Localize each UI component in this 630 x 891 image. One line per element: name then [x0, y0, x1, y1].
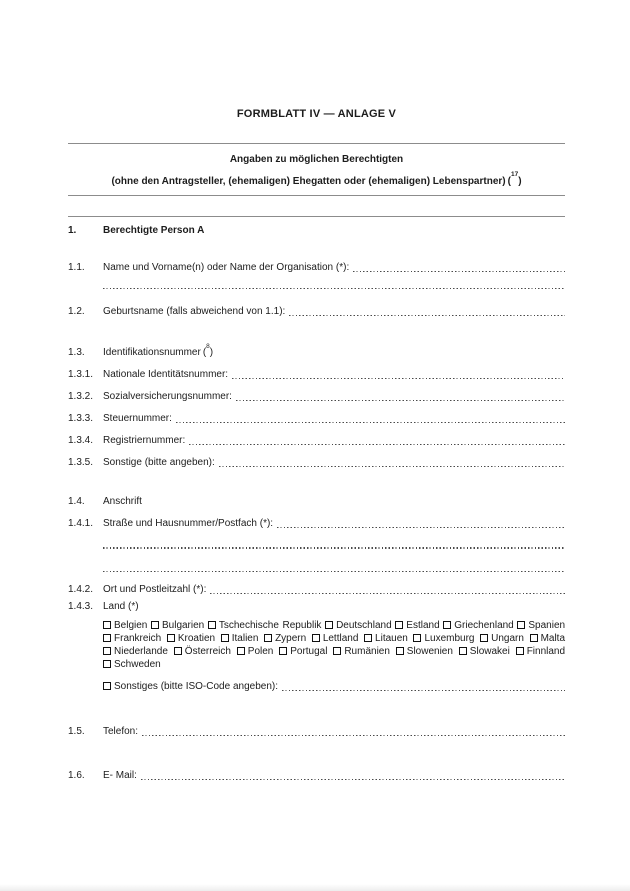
checkbox-icon[interactable] [443, 621, 451, 629]
country-label: Italien [231, 633, 259, 645]
country-option[interactable] [174, 646, 231, 657]
country-option[interactable] [264, 633, 306, 644]
horizontal-rule [68, 195, 565, 196]
checkbox-icon[interactable] [396, 647, 404, 655]
field-label: Straße und Hausnummer/Postfach (*): [103, 518, 274, 530]
country-label: Rumänien [344, 646, 390, 658]
checkbox-icon[interactable] [167, 634, 175, 642]
field-label: Steuernummer: [103, 413, 172, 425]
country-label: Slowakei [469, 646, 510, 658]
fill-in-line[interactable] [142, 735, 565, 736]
country-label: Bulgarien [161, 620, 205, 632]
field-number: 1.3.5. [68, 457, 94, 469]
checkbox-icon[interactable] [395, 621, 403, 629]
country-checkbox-list [103, 619, 565, 671]
field-number: 1.1. [68, 262, 85, 273]
field-number: 1.3.4. [68, 435, 94, 447]
paren-open: ( [202, 347, 207, 359]
checkbox-icon[interactable] [151, 621, 159, 629]
country-option[interactable] [237, 646, 274, 657]
country-option[interactable] [364, 633, 408, 644]
field-number: 1.6. [68, 770, 85, 782]
fill-in-line[interactable] [277, 527, 565, 528]
paren-open: ( [507, 176, 511, 187]
country-label: Kroatien [177, 633, 216, 645]
field-number: 1.3.3. [68, 413, 94, 425]
field-label: Telefon: [103, 726, 139, 738]
checkbox-icon[interactable] [333, 647, 341, 655]
checkbox-icon[interactable] [264, 634, 272, 642]
country-option[interactable] [312, 633, 359, 644]
country-label: Zypern [275, 633, 307, 645]
checkbox-icon[interactable] [530, 634, 538, 642]
paren-close: ) [209, 347, 214, 359]
country-option[interactable] [516, 646, 565, 657]
field-label: Identifikationsnummer [103, 347, 201, 359]
field-phone-row [68, 725, 565, 738]
footnote-number: 17 [510, 171, 519, 179]
country-label: Griechenland [454, 620, 514, 632]
paren-close: ) [518, 176, 522, 187]
checkbox-icon[interactable] [413, 634, 421, 642]
document-title: FORMBLATT IV — ANLAGE V [236, 108, 397, 120]
country-label: Österreich [184, 646, 231, 658]
country-label: Luxemburg [424, 633, 475, 645]
country-option[interactable] [459, 646, 510, 657]
country-label: Frankreich [114, 633, 162, 645]
field-social-security-row [68, 390, 565, 403]
field-number: 1.3.1. [68, 369, 94, 381]
field-idnumber-heading [68, 342, 565, 359]
footnote-number: 8 [206, 342, 210, 350]
country-label: Estland [406, 620, 440, 632]
field-address-heading [68, 495, 565, 508]
fill-in-line[interactable] [282, 690, 565, 691]
country-option[interactable] [103, 646, 168, 657]
field-number: 1.3. [68, 347, 85, 359]
country-option[interactable] [333, 646, 390, 657]
checkbox-icon[interactable] [279, 647, 287, 655]
fill-in-line[interactable] [141, 779, 565, 780]
section-title: Berechtigte Person A [103, 225, 205, 236]
country-option[interactable] [325, 620, 392, 631]
section-1-heading [68, 224, 565, 237]
country-label: Finnland [526, 646, 566, 658]
form-subtitle: Angaben zu möglichen Berechtigten [229, 154, 404, 165]
field-label: Land (*) [103, 601, 139, 613]
field-number: 1.4.1. [68, 518, 94, 530]
field-name-row [68, 261, 565, 274]
field-national-id-row [68, 368, 565, 381]
field-register-number-row [68, 434, 565, 447]
country-option[interactable] [396, 646, 453, 657]
checkbox-icon[interactable] [103, 621, 111, 629]
checkbox-icon[interactable] [174, 647, 182, 655]
checkbox-icon[interactable] [459, 647, 467, 655]
field-email-row [68, 769, 565, 782]
form-subtitle-note [68, 171, 565, 188]
fill-in-line[interactable] [103, 571, 565, 572]
country-option[interactable] [530, 633, 565, 644]
checkbox-icon[interactable] [516, 647, 524, 655]
field-tax-number-row [68, 412, 565, 425]
checkbox-icon[interactable] [480, 634, 488, 642]
horizontal-rule [68, 143, 565, 144]
field-number: 1.3.2. [68, 391, 94, 403]
country-label: Malta [540, 633, 566, 645]
field-number: 1.5. [68, 726, 85, 738]
country-label: Polen [247, 646, 274, 658]
fill-in-line[interactable] [289, 315, 565, 316]
other-country-row [103, 680, 565, 693]
country-option[interactable] [151, 620, 204, 631]
field-label: Ort und Postleitzahl (*): [103, 584, 207, 596]
horizontal-rule [68, 216, 565, 217]
checkbox-icon[interactable] [237, 647, 245, 655]
country-option[interactable] [279, 646, 327, 657]
checkbox-icon[interactable] [325, 621, 333, 629]
field-number: 1.2. [68, 306, 85, 318]
section-number: 1. [68, 225, 77, 236]
field-label: Anschrift [103, 496, 142, 508]
country-label: Belgien [114, 620, 148, 632]
country-label: Deutschland [336, 620, 392, 632]
field-birthname-row [68, 305, 565, 318]
country-label: Slowenien [406, 646, 453, 658]
country-label: Ungarn [491, 633, 524, 645]
fill-in-line[interactable] [219, 466, 565, 467]
country-option[interactable] [395, 620, 439, 631]
checkbox-icon[interactable] [364, 634, 372, 642]
checkbox-icon[interactable] [517, 621, 525, 629]
field-number: 1.4. [68, 496, 85, 508]
subtitle-note-text: (ohne den Antragsteller, (ehemaligen) Ehegatten oder (ehemaligen) Lebenspartner) [111, 176, 506, 187]
field-label: E- Mail: [103, 770, 137, 782]
field-label: Sozialversicherungsnummer: [103, 391, 232, 403]
country-option[interactable] [103, 659, 161, 670]
field-other-id-row [68, 456, 565, 469]
checkbox-icon[interactable] [208, 621, 216, 629]
country-option[interactable] [221, 633, 259, 644]
country-option[interactable] [517, 620, 565, 631]
country-option[interactable] [208, 620, 322, 631]
field-label: Nationale Identitätsnummer: [103, 369, 229, 381]
country-label: Niederlande [114, 646, 168, 658]
checkbox-icon[interactable] [312, 634, 320, 642]
field-country-heading [68, 600, 565, 613]
checkbox-icon[interactable] [103, 647, 111, 655]
country-label: Spanien [528, 620, 566, 632]
country-option[interactable] [413, 633, 474, 644]
footnote-ref [202, 342, 214, 359]
fill-in-line[interactable] [210, 593, 565, 594]
footnote-ref [507, 171, 522, 187]
country-option[interactable] [480, 633, 524, 644]
fill-in-line[interactable] [236, 400, 565, 401]
fill-in-line[interactable] [353, 271, 565, 272]
checkbox-icon[interactable] [103, 634, 111, 642]
checkbox-icon[interactable] [103, 682, 111, 690]
country-option[interactable] [167, 633, 215, 644]
country-option[interactable] [103, 633, 161, 644]
country-label: Litauen [375, 633, 408, 645]
checkbox-icon[interactable] [103, 660, 111, 668]
field-label: Geburtsname (falls abweichend von 1.1): [103, 306, 286, 318]
field-number: 1.4.2. [68, 584, 94, 596]
other-country-label: Sonstiges (bitte ISO-Code angeben): [114, 681, 278, 693]
field-label: Sonstige (bitte angeben): [103, 457, 215, 469]
field-street-row [68, 517, 565, 530]
fill-in-line[interactable] [232, 378, 565, 379]
fill-in-line[interactable] [176, 422, 565, 423]
country-label: Schweden [114, 659, 161, 671]
country-option[interactable] [443, 620, 513, 631]
field-label: Registriernummer: [103, 435, 186, 447]
country-label: Lettland [322, 633, 359, 645]
fill-in-line[interactable] [103, 288, 565, 289]
field-label: Name und Vorname(n) oder Name der Organisation (*): [103, 262, 350, 273]
fill-in-line[interactable] [103, 547, 565, 548]
country-label: Tschechische Republik [218, 620, 322, 632]
fill-in-line[interactable] [189, 444, 565, 445]
field-number: 1.4.3. [68, 601, 94, 613]
checkbox-icon[interactable] [221, 634, 229, 642]
country-label: Portugal [290, 646, 328, 658]
country-option[interactable] [103, 620, 147, 631]
form-content [0, 108, 630, 782]
field-city-postcode-row [68, 583, 565, 596]
